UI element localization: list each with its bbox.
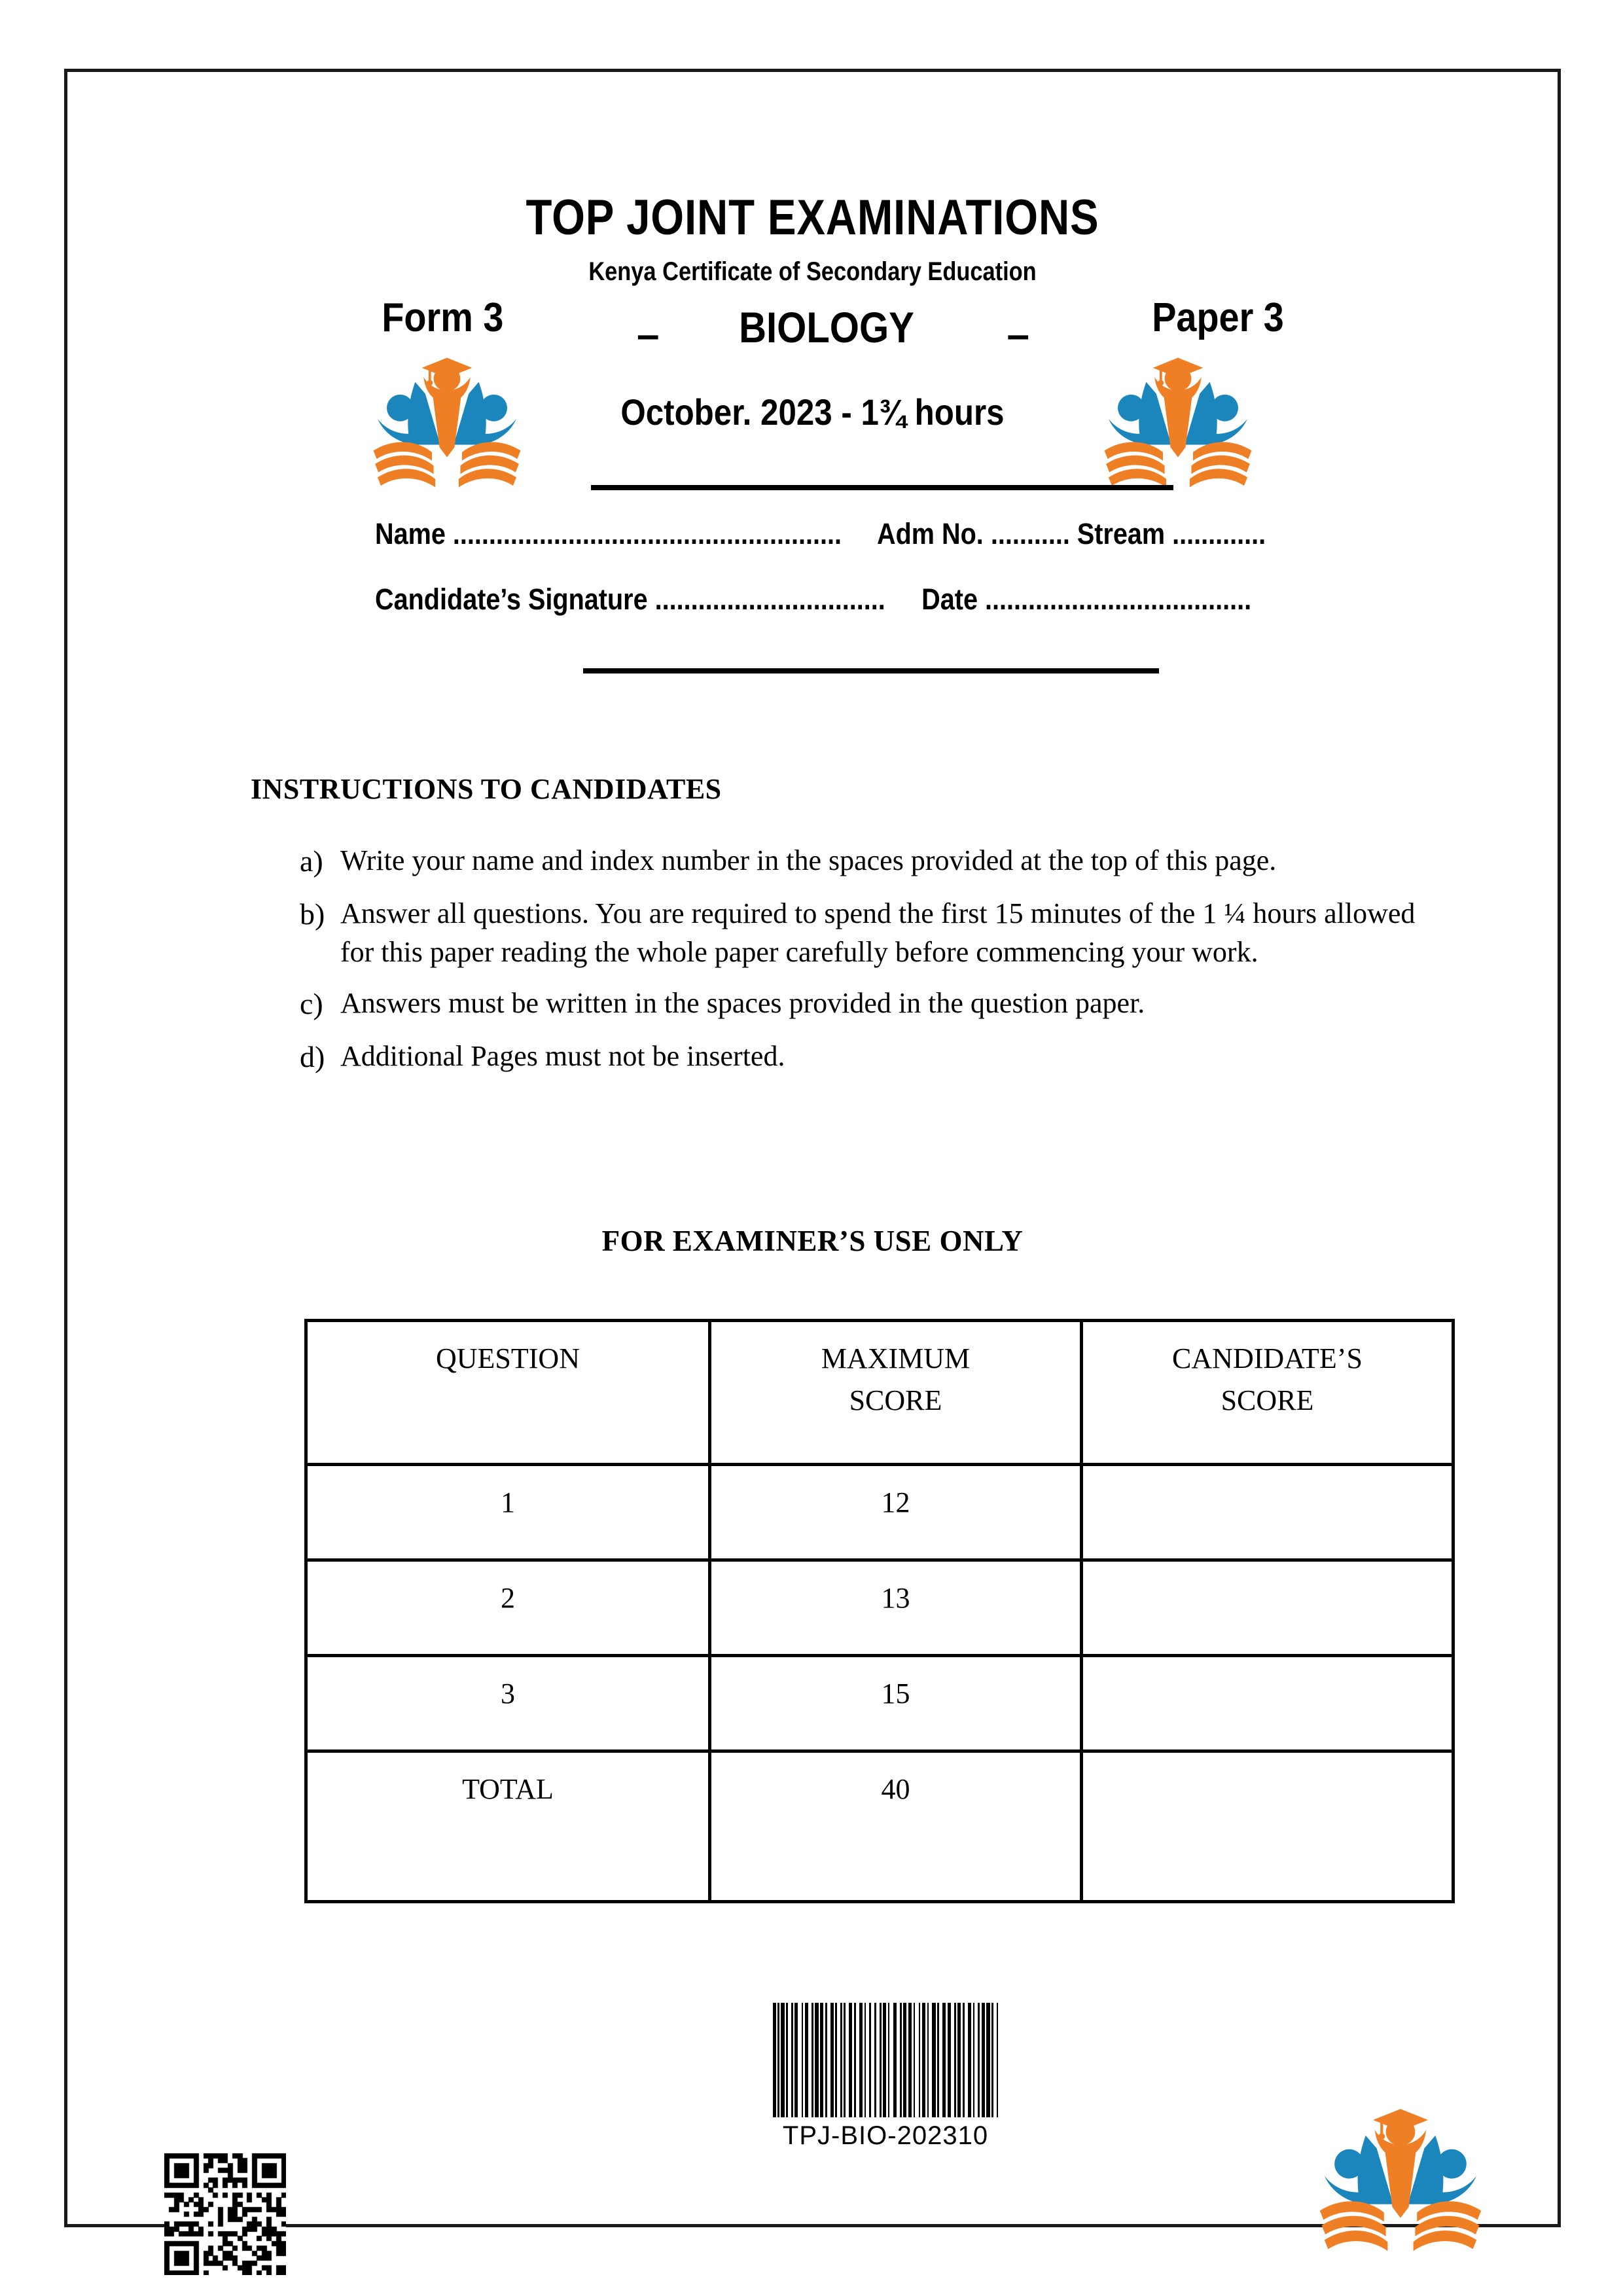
list-item-text: Answers must be written in the spaces provided in the question paper. [340,987,1145,1020]
signature-input[interactable]: ................................ [654,583,885,616]
name-input[interactable]: ...................................................... [452,517,842,550]
list-item-marker: a) [300,844,323,878]
adm-no-label: Adm No. [877,517,984,550]
barcode-label: TPJ-BIO-202310 [782,2121,989,2150]
cell-maximum-score: 12 [710,1465,1082,1560]
header-rule-top [591,485,1173,490]
cell-candidate-score[interactable] [1082,1656,1454,1751]
column-header-maximum-score [710,1321,1082,1465]
qr-code[interactable] [164,2153,286,2275]
date-input[interactable]: ..................................... [985,583,1252,616]
exam-date-duration: October. 2023 - 1¾ hours [620,391,1005,433]
signature-label: Candidate’s Signature [375,583,648,616]
graduate-book-logo [1309,2088,1492,2271]
adm-no-input[interactable]: ........... [990,517,1070,550]
table-row [306,1656,1454,1751]
column-header-line: SCORE [1221,1384,1314,1416]
column-header-line: MAXIMUM [821,1342,971,1374]
graduate-book-logo [362,347,532,497]
list-item [300,841,1452,882]
column-header-line: SCORE [849,1384,942,1416]
cell-question: TOTAL [306,1751,710,1902]
stream-label: Stream [1077,517,1166,550]
barcode-bars [676,2003,1095,2117]
cell-candidate-score[interactable] [1082,1465,1454,1560]
table-header-row [306,1321,1454,1465]
list-item [300,1037,1452,1078]
cell-maximum-score: 15 [710,1656,1082,1751]
list-item-marker: c) [300,987,323,1021]
stream-input[interactable]: ............. [1172,517,1266,550]
column-header-line: QUESTION [436,1342,580,1374]
table-row [306,1465,1454,1560]
cell-question: 3 [306,1656,710,1751]
instructions-list [300,841,1452,1089]
examiner-section-heading: FOR EXAMINER’S USE ONLY [601,1225,1024,1257]
candidate-signature-row [375,583,1251,617]
list-item-text: Answer all questions. You are required to spend the first 15 minutes of the 1 ¼ hours allowed for this paper reading the whole paper carefully before commencing your work. [340,897,1416,969]
cell-question: 1 [306,1465,710,1560]
list-item-marker: d) [300,1039,325,1073]
cell-maximum-score: 40 [710,1751,1082,1902]
page-title: TOP JOINT EXAMINATIONS [526,190,1099,245]
list-item-marker: b) [300,897,325,931]
graduate-book-logo [1093,347,1263,497]
qr-canvas [164,2153,286,2275]
column-header-question [306,1321,710,1465]
candidate-identity-row [375,517,1266,551]
certificate-subtitle: Kenya Certificate of Secondary Education [588,257,1037,286]
cell-question: 2 [306,1560,710,1656]
paper-label: Paper 3 [1152,295,1284,340]
list-item-text: Write your name and index number in the spaces provided at the top of this page. [340,844,1277,876]
dash-left: – [637,312,660,357]
form-label: Form 3 [382,295,504,340]
column-header-line: CANDIDATE’S [1172,1342,1363,1374]
cell-maximum-score: 13 [710,1560,1082,1656]
subject-label: BIOLOGY [739,303,914,351]
cell-candidate-score[interactable] [1082,1560,1454,1656]
list-item-text: Additional Pages must not be inserted. [340,1039,785,1072]
score-table [304,1319,1455,1903]
table-row [306,1560,1454,1656]
date-label: Date [921,583,978,616]
cell-candidate-score[interactable] [1082,1751,1454,1902]
header-rule-bottom [583,668,1159,673]
instructions-heading: INSTRUCTIONS TO CANDIDATES [251,773,722,805]
barcode [676,2003,1095,2151]
dash-right: – [1007,312,1029,357]
list-item [300,984,1452,1025]
name-label: Name [375,517,446,550]
page-border [64,69,1561,2227]
table-row-total [306,1751,1454,1902]
column-header-candidate-score [1082,1321,1454,1465]
list-item [300,894,1452,973]
